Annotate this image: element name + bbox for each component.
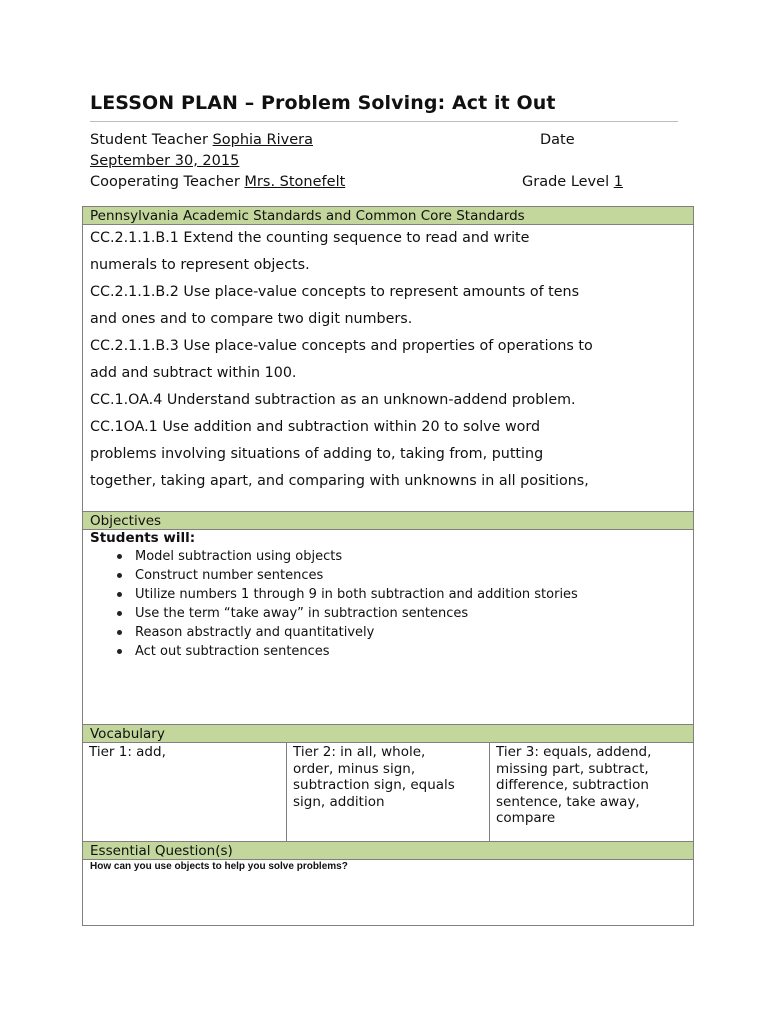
cooperating-teacher-line bbox=[90, 174, 345, 190]
page-title: LESSON PLAN – Problem Solving: Act it Out bbox=[90, 92, 556, 114]
standard-line: numerals to represent objects. bbox=[90, 257, 310, 273]
vocabulary-section bbox=[82, 724, 694, 842]
vocabulary-tier1-cell bbox=[83, 743, 287, 842]
standard-line: CC.1OA.1 Use addition and subtraction within 20 to solve word bbox=[90, 419, 541, 435]
tier3-line: compare bbox=[496, 810, 556, 826]
cooperating-teacher-label: Cooperating Teacher bbox=[90, 174, 245, 190]
standard-line: CC.2.1.1.B.3 Use place-value concepts and properties of operations to bbox=[90, 338, 593, 354]
standard-line: add and subtract within 100. bbox=[90, 365, 297, 381]
standard-line: together, taking apart, and comparing with unknowns in all positions, bbox=[90, 473, 589, 489]
tier3-line: missing part, subtract, bbox=[496, 760, 649, 777]
essential-question-heading: Essential Question(s) bbox=[83, 842, 693, 860]
essential-question-text: How can you use objects to help you solve problems? bbox=[90, 861, 348, 872]
standards-list bbox=[83, 225, 693, 495]
standards-heading: Pennsylvania Academic Standards and Common Core Standards bbox=[83, 207, 693, 225]
tier3-line: Tier 3: equals, addend, bbox=[496, 744, 652, 760]
objectives-intro: Students will: bbox=[90, 530, 196, 546]
standard-line: and ones and to compare two digit numbers. bbox=[90, 311, 413, 327]
standard-line: CC.2.1.1.B.1 Extend the counting sequence to read and write bbox=[90, 230, 530, 246]
objectives-section bbox=[82, 511, 694, 725]
vocabulary-row bbox=[83, 743, 693, 842]
objective-item: Use the term “take away” in subtraction sentences bbox=[135, 604, 693, 623]
tier2-line: order, minus sign, bbox=[293, 760, 416, 777]
objective-item: Model subtraction using objects bbox=[135, 547, 693, 566]
standard-line: CC.1.OA.4 Understand subtraction as an unknown-addend problem. bbox=[90, 392, 576, 408]
objective-item: Utilize numbers 1 through 9 in both subtraction and addition stories bbox=[135, 585, 693, 604]
standards-section bbox=[82, 206, 694, 512]
student-teacher-label: Student Teacher bbox=[90, 132, 213, 148]
vocabulary-heading: Vocabulary bbox=[83, 725, 693, 743]
tier3-line: sentence, take away, bbox=[496, 793, 640, 810]
vocabulary-tier2-cell bbox=[287, 743, 490, 842]
date-label: Date bbox=[540, 132, 575, 148]
objective-item: Act out subtraction sentences bbox=[135, 642, 693, 661]
cooperating-teacher-value: Mrs. Stonefelt bbox=[244, 174, 346, 190]
objective-item: Reason abstractly and quantitatively bbox=[135, 623, 693, 642]
tier2-line: sign, addition bbox=[293, 793, 385, 810]
objectives-heading: Objectives bbox=[83, 512, 693, 530]
tier2-line: subtraction sign, equals bbox=[293, 777, 455, 793]
date-value: September 30, 2015 bbox=[90, 153, 240, 169]
title-divider bbox=[90, 121, 678, 122]
tier2-line: Tier 2: in all, whole, bbox=[293, 744, 426, 760]
tier3-line: difference, subtraction bbox=[496, 777, 649, 793]
grade-level-label: Grade Level bbox=[522, 174, 614, 190]
grade-level-line bbox=[522, 174, 623, 190]
objective-item: Construct number sentences bbox=[135, 566, 693, 585]
objectives-list bbox=[83, 547, 693, 661]
student-teacher-line bbox=[90, 132, 313, 148]
vocabulary-tier3-cell bbox=[490, 743, 693, 842]
standard-line: CC.2.1.1.B.2 Use place-value concepts to represent amounts of tens bbox=[90, 284, 580, 300]
grade-level-value: 1 bbox=[613, 174, 623, 190]
standard-line: problems involving situations of adding to, taking from, putting bbox=[90, 446, 544, 462]
essential-question-section bbox=[82, 841, 694, 926]
tier1-line: Tier 1: add, bbox=[89, 744, 166, 760]
student-teacher-value: Sophia Rivera bbox=[212, 132, 313, 148]
